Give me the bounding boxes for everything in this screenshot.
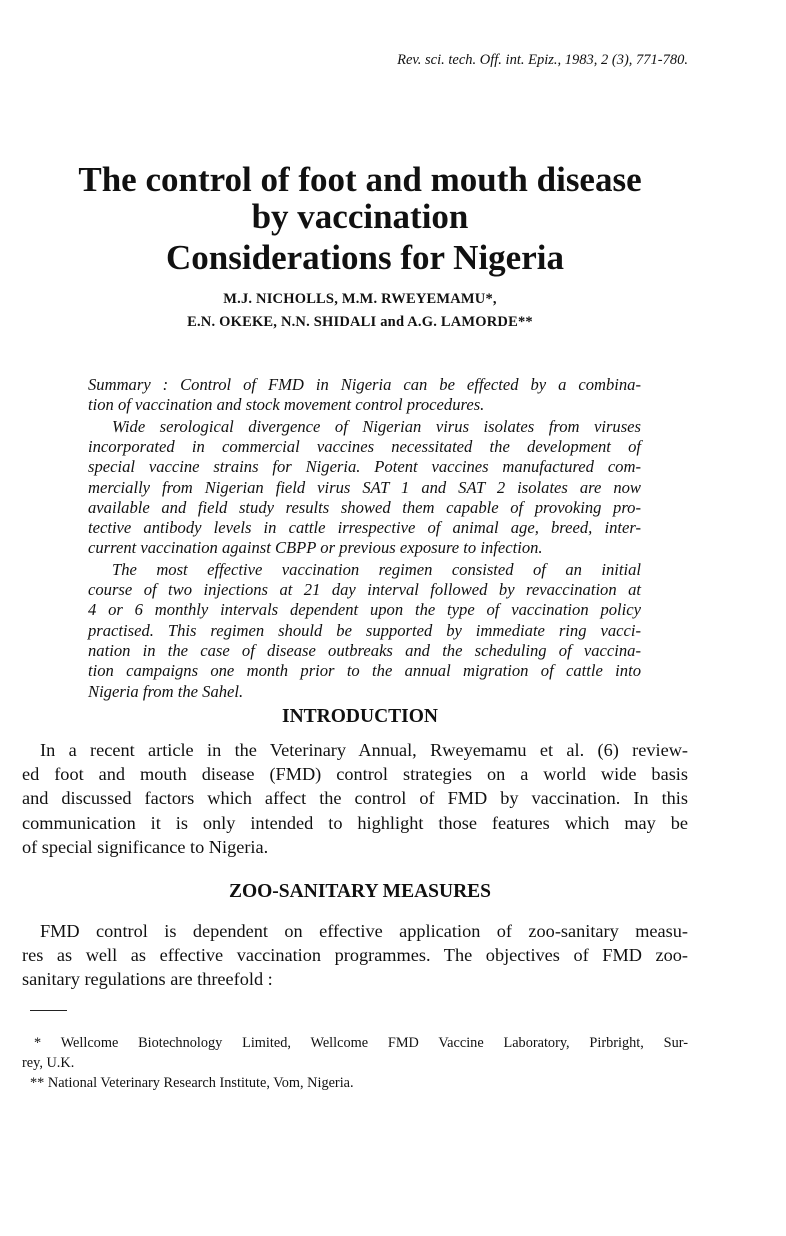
summary-line: Summary : Control of FMD in Nigeria can be effected by a combina-: [88, 375, 641, 394]
paragraph-line: res as well as effective vaccination programmes. The objectives of FMD zoo-: [22, 945, 688, 966]
summary-line: 4 or 6 monthly intervals dependent upon the type of vaccination policy: [88, 600, 641, 620]
footnote: * Wellcome Biotechnology Limited, Wellcome FMD Vaccine Laboratory, Pirbright, Sur-: [34, 1035, 688, 1051]
summary-line: current vaccination against CBPP or previous exposure to infection.: [88, 538, 543, 558]
authors-line-2: E.N. OKEKE, N.N. SHIDALI and A.G. LAMORDE**: [187, 314, 533, 330]
footnote: ** National Veterinary Research Institute, Vom, Nigeria.: [30, 1075, 354, 1091]
summary-line: tion of vaccination and stock movement control procedures.: [88, 395, 485, 415]
paragraph-line: of special significance to Nigeria.: [22, 836, 269, 857]
paragraph-line: sanitary regulations are threefold :: [22, 969, 273, 990]
footnote: rey, U.K.: [22, 1055, 75, 1071]
summary-line: The most effective vaccination regimen consisted of an initial: [112, 559, 641, 579]
authors-line-1: M.J. NICHOLLS, M.M. RWEYEMAMU*,: [223, 291, 497, 307]
summary-line: special vaccine strains for Nigeria. Potent vaccines manufactured com-: [88, 457, 641, 477]
summary-line: tion campaigns one month prior to the annual migration of cattle into: [88, 661, 641, 681]
summary-line: Wide serological divergence of Nigerian virus isolates from viruses: [112, 416, 641, 436]
title-line-2: by vaccination: [251, 197, 469, 236]
paragraph-line: ed foot and mouth disease (FMD) control strategies on a world wide basis: [22, 764, 688, 785]
section-heading: INTRODUCTION: [281, 706, 439, 727]
paragraph-line: FMD control is dependent on effective application of zoo-sanitary measu-: [40, 921, 688, 941]
summary-line: nation in the case of disease outbreaks and the scheduling of vaccina-: [88, 640, 641, 660]
summary-line: mercially from Nigerian field virus SAT 1 and SAT 2 isolates are now: [88, 477, 641, 497]
summary-line: tective antibody levels in cattle irrespective of animal age, breed, inter-: [88, 518, 641, 538]
summary-line: incorporated in commercial vaccines necessitated the development of: [88, 436, 641, 456]
running-head: Rev. sci. tech. Off. int. Epiz., 1983, 2 (3), 771-780.: [397, 52, 688, 68]
section-heading: ZOO-SANITARY MEASURES: [228, 881, 492, 902]
title-line-1: The control of foot and mouth disease: [78, 160, 642, 199]
paragraph-line: In a recent article in the Veterinary Annual, Rweyemamu et al. (6) review-: [40, 740, 688, 760]
summary-line: course of two injections at 21 day interval followed by revaccination at: [88, 580, 641, 599]
paragraph-line: communication it is only intended to highlight those features which may be: [22, 812, 688, 833]
summary-line: available and field study results showed them capable of provoking pro-: [88, 497, 641, 517]
summary-line: practised. This regimen should be supported by immediate ring vacci-: [88, 620, 641, 640]
paragraph-line: and discussed factors which affect the control of FMD by vaccination. In this: [22, 788, 688, 809]
footnote-rule: [30, 1010, 67, 1011]
title-line-3: Considerations for Nigeria: [166, 238, 564, 277]
summary-line: Nigeria from the Sahel.: [88, 681, 244, 701]
